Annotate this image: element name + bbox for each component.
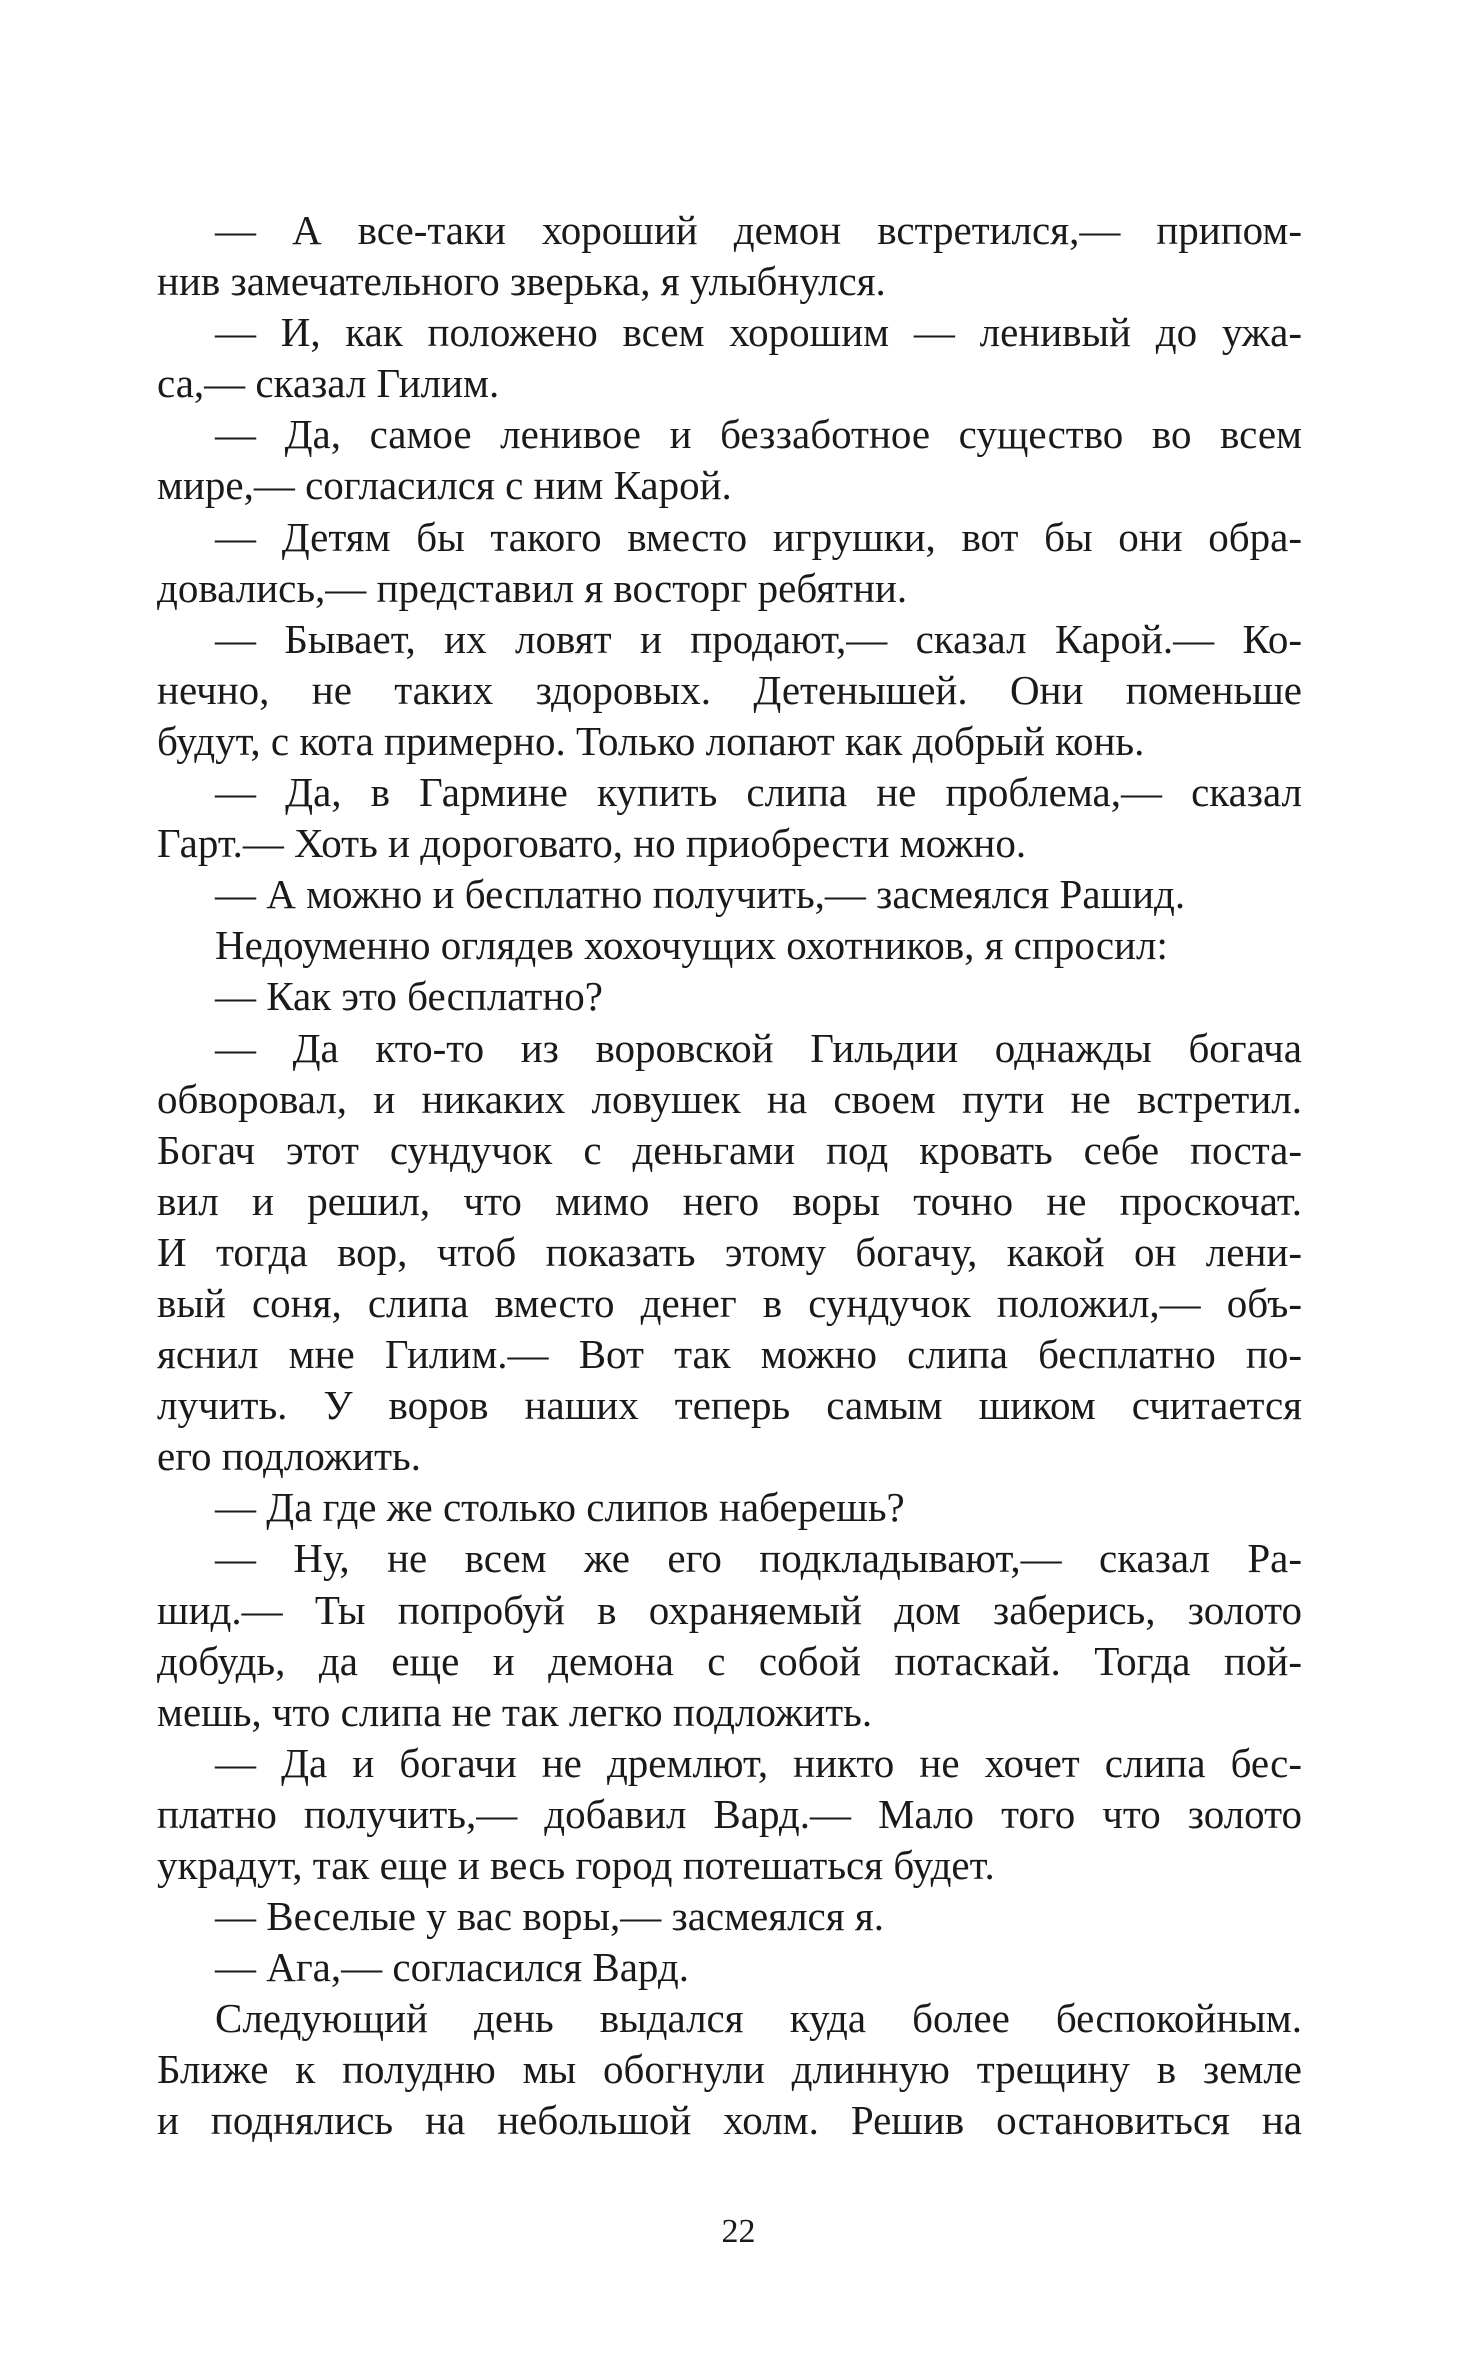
text-line: — Веселые у вас воры,— засмеялся я.	[215, 1893, 884, 1940]
text-line: — А можно и бесплатно получить,— засмеялся Рашид.	[215, 871, 1186, 918]
text-line: лучить. У воров наших теперь самым шиком считается	[157, 1382, 1302, 1429]
text-line: И тогда вор, чтоб показать этому богачу, какой он лени-	[157, 1228, 1302, 1275]
text-line: — А все-таки хороший демон встретился,— припом-	[215, 207, 1302, 253]
text-line: мешь, что слипа не так легко подложить.	[157, 1688, 873, 1735]
text-line: яснил мне Гилим.— Вот так можно слипа бесплатно по-	[157, 1331, 1302, 1378]
text-line: — И, как положено всем хорошим — ленивый до ужа-	[215, 309, 1302, 356]
text-line: — Да и богачи не дремлют, никто не хочет слипа бес-	[215, 1739, 1302, 1786]
text-line: обворовал, и никаких ловушек на своем пути не встретил.	[157, 1075, 1302, 1122]
text-line: платно получить,— добавил Вард.— Мало того что золото	[157, 1790, 1302, 1837]
text-line: са,— сказал Гилим.	[157, 360, 500, 407]
text-line: шид.— Ты попробуй в охраняемый дом заберись, золото	[157, 1586, 1302, 1633]
text-line: нив замечательного зверька, я улыбнулся.	[157, 258, 886, 305]
text-line: — Да где же столько слипов наберешь?	[215, 1484, 905, 1531]
text-line: его подложить.	[157, 1433, 421, 1480]
text-line: довались,— представил я восторг ребятни.	[157, 564, 908, 611]
text-line: — Да, самое ленивое и беззаботное существо во всем	[215, 411, 1302, 458]
text-line: Следующий день выдался куда более беспокойным.	[215, 1995, 1302, 2042]
text-line: Недоуменно оглядев хохочущих охотников, я спросил:	[215, 922, 1168, 969]
text-line: — Ну, не всем же его подкладывают,— сказал Ра-	[215, 1535, 1302, 1582]
text-line: украдут, так еще и весь город потешаться будет.	[157, 1842, 995, 1888]
text-line: Гарт.— Хоть и дороговато, но приобрести можно.	[157, 820, 1027, 867]
text-line: — Да кто-то из воровской Гильдии однажды богача	[215, 1024, 1302, 1071]
text-line: мире,— согласился с ним Карой.	[157, 462, 732, 509]
page-number: 22	[721, 2213, 756, 2250]
text-line: вый соня, слипа вместо денег в сундучок положил,— объ-	[157, 1279, 1302, 1326]
text-line: будут, с кота примерно. Только лопают как добрый конь.	[157, 717, 1145, 764]
text-line: и поднялись на небольшой холм. Решив остановиться на	[157, 2097, 1302, 2144]
text-line: Богач этот сундучок с деньгами под кровать себе поста-	[157, 1126, 1302, 1173]
text-line: — Детям бы такого вместо игрушки, вот бы они обра-	[215, 513, 1302, 560]
text-line: Ближе к полудню мы обогнули длинную трещину в земле	[157, 2046, 1302, 2093]
text-line: — Да, в Гармине купить слипа не проблема,— сказал	[215, 769, 1302, 816]
text-line: — Бывает, их ловят и продают,— сказал Карой.— Ко-	[215, 615, 1302, 662]
text-line: — Как это бесплатно?	[215, 973, 603, 1020]
page-body-text	[157, 205, 1302, 2147]
text-line: добудь, да еще и демона с собой потаскай. Тогда пой-	[157, 1637, 1302, 1684]
text-line: — Ага,— согласился Вард.	[215, 1944, 689, 1991]
text-line: вил и решил, что мимо него воры точно не проскочат.	[157, 1177, 1302, 1224]
text-line: нечно, не таких здоровых. Детенышей. Они поменьше	[157, 666, 1302, 713]
